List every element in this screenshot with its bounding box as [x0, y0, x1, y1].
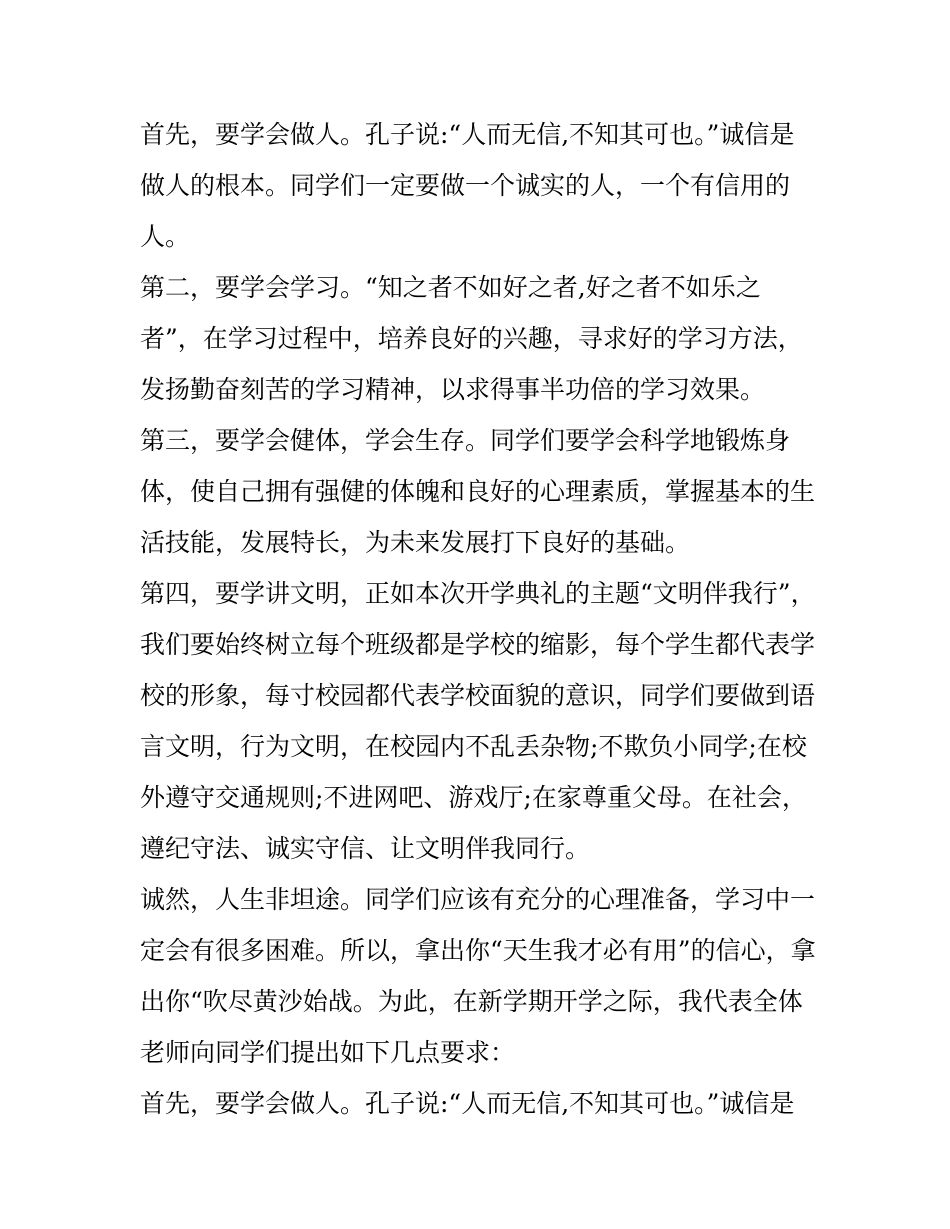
text-line: 活技能，发展特长，为未来发展打下良好的基础。	[140, 528, 691, 557]
text-line: 我们要始终树立每个班级都是学校的缩影，每个学生都代表学	[140, 630, 816, 659]
text-line: 第三，要学会健体，学会生存。同学们要学会科学地锻炼身	[140, 426, 791, 455]
text-line: 校的形象，每寸校园都代表学校面貌的意识，同学们要做到语	[140, 681, 816, 710]
text-line: 定会有很多困难。所以，拿出你“天生我才必有用”的信心，拿	[140, 936, 816, 965]
text-line: 老师向同学们提出如下几点要求：	[140, 1038, 516, 1067]
text-line: 发扬勤奋刻苦的学习精神，以求得事半功倍的学习效果。	[140, 375, 766, 404]
text-line: 首先，要学会做人。孔子说:“人而无信,不知其可也。”诚信是	[140, 120, 795, 149]
text-line: 诚然，人生非坦途。同学们应该有充分的心理准备，学习中一	[140, 885, 816, 914]
text-line: 人。	[140, 222, 191, 251]
text-line: 做人的根本。同学们一定要做一个诚实的人，一个有信用的	[140, 171, 791, 200]
text-line: 外遵守交通规则;不进网吧、游戏厅;在家尊重父母。在社会，	[140, 783, 807, 812]
text-line: 言文明，行为文明，在校园内不乱丢杂物;不欺负小同学;在校	[140, 732, 807, 761]
text-line: 第二，要学会学习。“知之者不如好之者,好之者不如乐之	[140, 273, 761, 302]
text-line: 出你“吹尽黄沙始战。为此，在新学期开学之际，我代表全体	[140, 987, 803, 1016]
text-line: 第四，要学讲文明，正如本次开学典礼的主题“文明伴我行”，	[140, 579, 816, 608]
body-text	[140, 109, 820, 1129]
text-line: 首先，要学会做人。孔子说:“人而无信,不知其可也。”诚信是	[140, 1089, 795, 1118]
text-line: 遵纪守法、诚实守信、让文明伴我同行。	[140, 834, 591, 863]
text-line: 者”，在学习过程中，培养良好的兴趣，寻求好的学习方法，	[140, 324, 803, 353]
text-line: 体，使自己拥有强健的体魄和良好的心理素质，掌握基本的生	[140, 477, 816, 506]
